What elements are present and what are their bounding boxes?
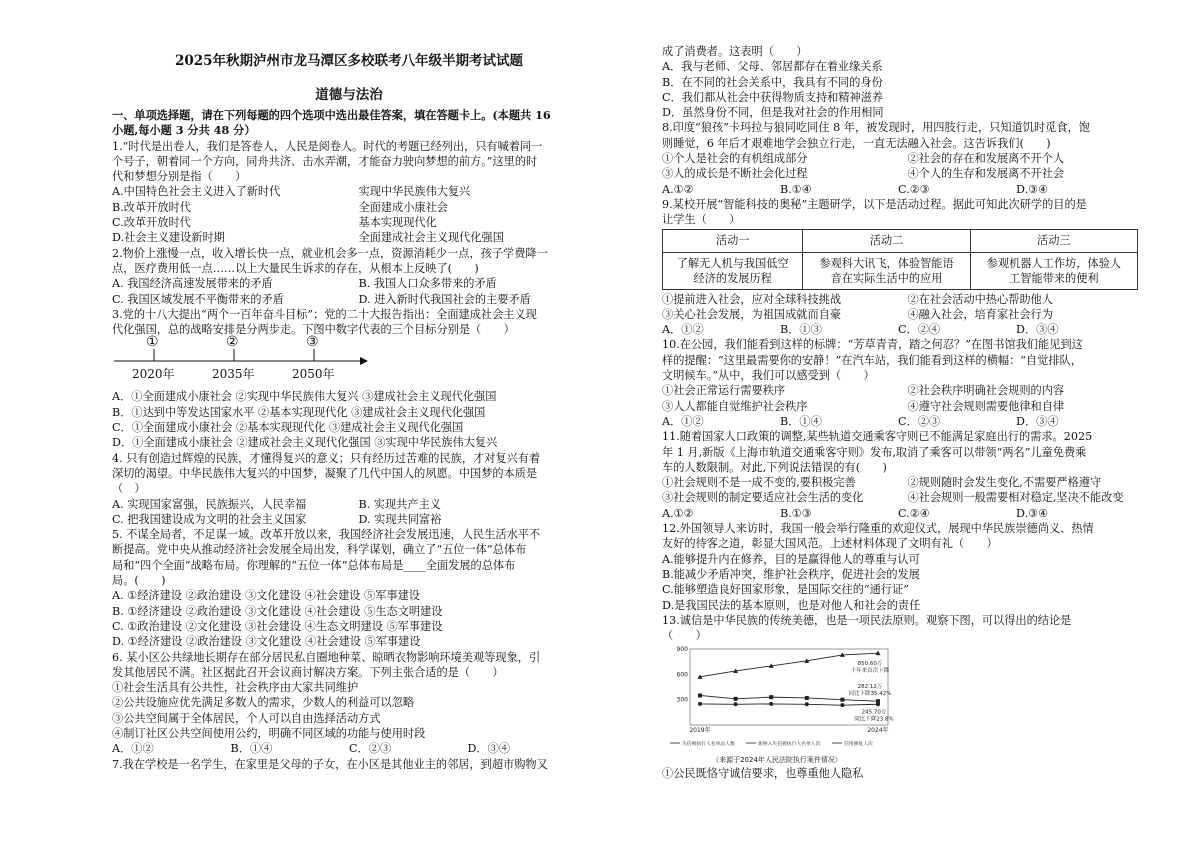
option-row[interactable] <box>662 322 1134 337</box>
question-stem: （ ） <box>662 629 707 643</box>
table-header: 活动三 <box>970 229 1137 252</box>
series-line <box>700 704 878 705</box>
annotation-label: 十年来首次下降 <box>850 668 890 675</box>
statement-item: ①社会生活具有公共性，社会秩序由大家共同维护 <box>112 681 359 695</box>
option-a[interactable]: A.能够提升内在修养，目的是赢得他人的尊重与认可 <box>662 552 920 566</box>
option-row[interactable] <box>112 741 586 756</box>
timeline-marker-2: ② <box>226 334 239 351</box>
question-stem: 4. 只有创造过辉煌的民族，才懂得复兴的意义；只有经历过苦难的民族，才对复兴有着 <box>112 451 541 465</box>
data-point <box>734 697 738 701</box>
option-row[interactable] <box>662 182 1134 197</box>
statement-row: ①社会规则不是一成不变的,要积极完善 ②规则随时会发生变化,不需要严格遵守 <box>662 476 1102 490</box>
option-c[interactable]: C．②③ <box>349 742 392 756</box>
question-stem: 8.印度“狼孩”卡玛拉与狼同吃同住 8 年，被发现时，用四肢行走，只知道饥时觅食，饱 <box>662 121 1090 135</box>
timeline-marker-3: ③ <box>306 334 319 351</box>
option-d[interactable]: D.③④ <box>1016 506 1049 520</box>
statement-item: ④制订社区公共空间使用公约，明确不同区域的功能与使用时段 <box>112 726 426 740</box>
option-c[interactable]: C.能够塑造良好国家形象，是国际交往的“通行证” <box>662 583 909 597</box>
statement-item: ③公共空间属于全体居民，个人可以自由选择活动方式 <box>112 711 381 725</box>
question-stem: 个号子，朝着同一个方向，同舟共济、击水弄潮，才能奋力驶向梦想的前方。”这里的时 <box>112 154 538 168</box>
question-stem: 成了消费者。这表明（ ） <box>662 45 808 58</box>
question-11 <box>662 429 1134 521</box>
question-stem: 车的人数限制。对此,下列说法错误的有( ) <box>662 460 887 474</box>
question-stem: 7.我在学校是一名学生，在家里是父母的子女，在小区是其他业主的邻居，到超市购物又 <box>112 757 548 771</box>
question-12 <box>662 521 1134 613</box>
credit-line-chart <box>666 643 896 755</box>
chart-source: （来源于2024年人民法院执行案件情况） <box>712 756 842 765</box>
question-stem: 断提高。党中央从推动经济社会发展全局出发，科学谋划，确立了“五位一体”总体布 <box>112 543 527 557</box>
option-c[interactable]: C.改革开放时代 基本实现现代化 <box>112 216 437 230</box>
data-point <box>805 696 809 700</box>
question-stem: 代化强国，总的战略安排是分两步走。下图中数字代表的三个目标分别是（ ） <box>112 323 515 337</box>
table-cell: 参观机器人工作坊，体验人 工智能带来的便利 <box>970 252 1137 289</box>
chart-svg <box>666 643 896 755</box>
question-stem: 让学生（ ） <box>662 213 741 227</box>
timeline-diagram <box>112 334 586 389</box>
question-stem: 6. 某小区公共绿地长期存在部分居民私自圈地种菜、晾晒衣物影响环境美观等现象，引 <box>112 650 541 664</box>
option-c[interactable]: C．我们都从社会中获得物质支持和精神滋养 <box>662 90 884 104</box>
question-stem: 12.外国领导人来访时，我国一般会举行隆重的欢迎仪式，展现中华民族崇德尚义、热情 <box>662 522 1094 536</box>
option-d[interactable]: D．③④ <box>467 742 511 756</box>
option-c[interactable]: C．①全面建成小康社会 ②基本实现现代化 ③建成社会主义现代化强国 <box>112 421 464 435</box>
option-b[interactable]: B.能减少矛盾冲突，维护社会秩序，促进社会的发展 <box>662 567 920 581</box>
question-stem: 9.某校开展“智能科技的奥秘”主题研学，以下是活动过程。据此可知此次研学的目的是 <box>662 197 1087 211</box>
option-row[interactable] <box>662 506 1134 521</box>
annotation-label: 850.60万 <box>857 661 883 668</box>
option-row[interactable] <box>662 414 1134 429</box>
table-header: 活动一 <box>663 229 803 252</box>
question-stem: 样的提醒：“这里最需要你的安静！”在汽车站，我们能看到这样的横幅：“自觉排队， <box>662 353 1082 367</box>
data-point <box>840 698 844 702</box>
left-column <box>112 0 586 772</box>
section-instruction-cont: 小题,每小题 3 分共 48 分） <box>112 123 256 138</box>
question-stem: 局和“四个全面”战略布局。你理解的“五位一体”总体布局是____全面发展的总体布 <box>112 558 516 572</box>
option-d[interactable]: D.社会主义建设新时期 全面建成社会主义现代化强国 <box>112 231 504 245</box>
statement-row: ①提前进入社会，应对全球科技挑战 ②在社会活动中热心帮助他人 <box>662 292 1053 306</box>
option-c[interactable]: C.②④ <box>898 506 930 520</box>
timeline-marker-1: ① <box>146 334 159 351</box>
question-stem: 则睡觉，6 年后才艰难地学会独立行走，一直无法融入社会。这告诉我们( ) <box>662 136 1051 150</box>
statement-row: ③关心社会发展，为祖国成就而自豪 ④融入社会，培育家社会行为 <box>662 307 1053 321</box>
option-c[interactable]: C．②③ <box>898 414 941 428</box>
question-stem: 13.诚信是中华民族的传统美德，也是一项民法原则。观察下图，可以得出的结论是 <box>662 613 1072 627</box>
option-b[interactable]: B．①③ <box>780 323 822 337</box>
option-b[interactable]: B．①达到中等发达国家水平 ②基本实现现代化 ③建成社会主义现代化强国 <box>112 405 486 419</box>
option-d[interactable]: D．虽然身份不同，但是我对社会的作用相同 <box>662 106 884 120</box>
data-point <box>805 703 809 707</box>
statement-item: ②公共设施应优先满足多数人的需求，少数人的利益可以忽略 <box>112 696 415 710</box>
question-stem: 5. 不谋全局者，不足谋一域。改革开放以来，我国经济社会发展迅速，人民生活水平不 <box>112 528 541 542</box>
option-a[interactable]: A．①② <box>662 414 704 428</box>
option-b[interactable]: B.①③ <box>780 506 812 520</box>
statement-row: ③人人都能自觉维护社会秩序 ④遵守社会规则需要他律和自律 <box>662 399 1065 413</box>
option-a[interactable]: A．①② <box>112 742 154 756</box>
timeline-year-2050: 2050年 <box>292 367 335 382</box>
option-d[interactable]: D.③④ <box>1016 182 1049 196</box>
option-row[interactable]: C. 把我国建设成为文明的社会主义国家 D. 实现共同富裕 <box>112 512 442 526</box>
question-6 <box>112 650 586 757</box>
question-9 <box>662 197 1134 337</box>
question-stem: 2.物价上涨慢一点，收入增长快一点，就业机会多一点，资源消耗少一点，孩子学费降一 <box>112 246 548 260</box>
data-point <box>698 702 702 706</box>
question-stem: 11.随着国家人口政策的调整,某些轨道交通乘客守则已不能满足家庭出行的需求。2025 <box>662 430 1093 444</box>
x-tick-label: 2024年 <box>867 727 889 735</box>
option-b[interactable]: B. ①经济建设 ②政治建设 ③文化建设 ④社会建设 ⑤生态文明建设 <box>112 604 443 618</box>
option-b[interactable]: B．①④ <box>780 414 822 428</box>
question-stem: 3.党的十八大提出“两个一百年奋斗目标”；党的二十大报告指出：全面建成社会主义现 <box>112 307 537 321</box>
subject-title: 道德与法治 <box>315 87 383 103</box>
timeline-year-2035: 2035年 <box>212 367 255 382</box>
question-7 <box>112 757 586 772</box>
option-b[interactable]: B．在不同的社会关系中，我具有不同的身份 <box>662 75 883 89</box>
option-d[interactable]: D．③④ <box>1016 414 1059 428</box>
legend-label: 失信被执行人名单总人数 <box>682 742 735 748</box>
option-a[interactable]: A.中国特色社会主义进入了新时代 实现中华民族伟大复兴 <box>112 185 471 199</box>
question-8 <box>662 120 1134 196</box>
y-tick-label: 300 <box>676 697 688 705</box>
legend-label: 信用修复人次 <box>844 742 873 748</box>
question-4 <box>112 451 586 527</box>
timeline-year-2020: 2020年 <box>132 367 175 382</box>
statement-row: ①社会正常运行需要秩序 ②社会秩序明确社会规则的内容 <box>662 384 1065 398</box>
question-stem: 1.“时代是出卷人，我们是答卷人，人民是阅卷人。时代的考题已经列出，只有喊着同一 <box>112 139 543 153</box>
section-instruction: 一、单项选择题，请在下列每题的四个选项中选出最佳答案，填在答题卡上。(本题共 16 <box>112 108 551 122</box>
annotation-label: 282.12万 <box>857 684 883 691</box>
option-a[interactable]: A. ①经济建设 ②政治建设 ③文化建设 ④社会建设 ⑤军事建设 <box>112 589 420 603</box>
option-b[interactable]: B.改革开放时代 全面建成小康社会 <box>112 200 448 214</box>
x-tick-label: 2019年 <box>689 727 711 735</box>
exam-title: 2025年秋期泸州市龙马潭区多校联考八年级半期考试试题 <box>174 53 524 69</box>
option-row[interactable]: A. 我国经济高速发展带来的矛盾 B. 我国人口众多带来的矛盾 <box>112 277 497 291</box>
y-tick-label: 900 <box>676 646 688 654</box>
table-cell: 参观科大讯飞，体验智能语 音在实际生活中的应用 <box>803 252 970 289</box>
question-stem: 年 1 月,新版《上海市轨道交通乘客守则》发布,取消了乘客可以带领“两名”儿童免费乘 <box>662 445 1087 459</box>
statement-row: ③人的成长是不断社会化过程 ④个人的生存和发展离不开社会 <box>662 167 1065 181</box>
question-stem: 10.在公园，我们能看到这样的标牌：“芳草青青，踏之何忍？”在图书馆我们能见到这 <box>662 338 1083 352</box>
question-stem: 点，医疗费用低一点……以上大量民生诉求的存在，从根本上反映了( ) <box>112 261 479 275</box>
option-a[interactable]: A．我与老师、父母、邻居都存在着业缘关系 <box>662 60 883 74</box>
question-3 <box>112 307 586 451</box>
question-stem: 代和梦想分别是指（ ） <box>112 170 247 184</box>
y-tick-label: 600 <box>676 671 688 679</box>
table-header: 活动二 <box>803 229 970 252</box>
option-a[interactable]: A．①② <box>662 323 704 337</box>
option-c[interactable]: C. ①政治建设 ②文化建设 ③社会建设 ④生态文明建设 ⑤军事建设 <box>112 619 443 633</box>
option-a[interactable]: A．①全面建成小康社会 ②实现中华民族伟大复兴 ③建成社会主义现代化强国 <box>112 390 497 404</box>
option-c[interactable]: C.②③ <box>898 182 930 196</box>
option-row[interactable]: A. 实现国家富强，民族振兴，人民幸福 B. 实现共产主义 <box>112 497 441 511</box>
question-stem: 深切的渴望。中华民族伟大复兴的中国梦，凝聚了几代中国人的夙愿。中国梦的本质是 <box>112 466 538 480</box>
data-point <box>840 704 844 708</box>
question-stem: 发其他居民不满。社区据此召开会议商讨解决方案。下列主张合适的是（ ） <box>112 665 504 679</box>
option-b[interactable]: B.①④ <box>780 182 812 196</box>
question-1 <box>112 139 586 246</box>
option-a[interactable]: A.①② <box>662 506 694 520</box>
option-b[interactable]: B．①④ <box>230 742 273 756</box>
legend-label: 新纳入失信被执行人名单人次 <box>758 742 821 748</box>
question-5 <box>112 527 586 649</box>
question-10 <box>662 337 1134 429</box>
question-stem: 文明候车。”从中，我们可以感受到（ ） <box>662 369 875 383</box>
option-d[interactable]: D. ①经济建设 ②政治建设 ③文化建设 ④社会建设 ⑤军事建设 <box>112 635 421 649</box>
question-stem: 友好的待客之道，彰显大国风范。上述材料体现了文明有礼（ ） <box>662 537 998 551</box>
statement-row: ①个人是社会的有机组成部分 ②社会的存在和发展离不开个人 <box>662 152 1065 166</box>
data-point <box>769 702 773 706</box>
statement-item: ①公民既恪守诚信要求，也尊重他人隐私 <box>662 767 864 781</box>
table-cell: 了解无人机与我国低空 经济的发展历程 <box>663 252 803 289</box>
option-row[interactable]: C. 我国区域发展不平衡带来的矛盾 D. 进入新时代我国社会的主要矛盾 <box>112 292 531 306</box>
option-d[interactable]: D．③④ <box>1016 323 1059 337</box>
question-stem: 局。( ) <box>112 574 166 588</box>
statement-row: ③社会规则的制定要适应社会生活的变化 ④社会规则一般需要相对稳定,坚决不能改变 <box>662 491 1124 505</box>
annotation-label: 245.70万 <box>861 709 887 716</box>
annotation-label: 同比下降35.42% <box>848 691 892 698</box>
option-a[interactable]: A.①② <box>662 182 694 196</box>
option-d[interactable]: D.是我国民法的基本原则，也是对他人和社会的责任 <box>662 598 921 612</box>
data-point <box>698 694 702 698</box>
data-point <box>734 703 738 707</box>
annotation-label: 同比下降23.8% <box>854 716 894 723</box>
question-2 <box>112 246 586 307</box>
right-column <box>662 0 1134 782</box>
activity-table <box>662 229 1138 290</box>
option-c[interactable]: C．②④ <box>898 323 941 337</box>
option-d[interactable]: D．①全面建成小康社会 ②建成社会主义现代化强国 ③实现中华民族伟大复兴 <box>112 436 498 450</box>
data-point <box>876 703 880 707</box>
question-stem: （ ） <box>112 482 146 496</box>
question-13 <box>662 613 1134 782</box>
data-point <box>769 696 773 700</box>
